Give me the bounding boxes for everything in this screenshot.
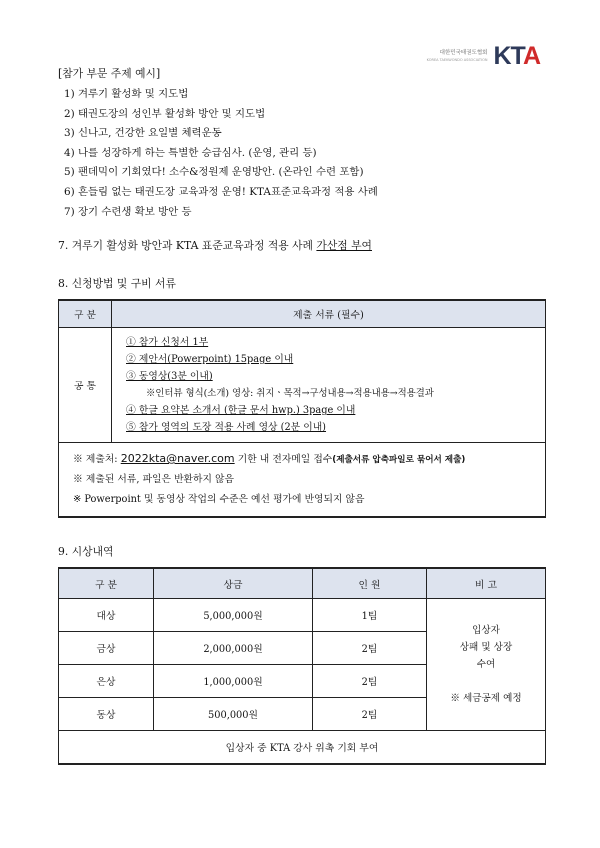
section7-heading (58, 238, 546, 253)
doc-item: ⑤ 참가 영역의 도장 적용 사례 영상 (2분 이내) (126, 422, 327, 434)
award-category: 은상 (59, 665, 154, 698)
logo-org-english: KOREA TAEKWONDO ASSOCIATION (426, 57, 488, 62)
award-category: 대상 (59, 599, 154, 632)
list-item: 5) 팬데믹이 기회였다! 소수&정원제 운영방안. (온라인 수련 포함) (64, 166, 364, 179)
awards-footer: 입상자 중 KTA 강사 위촉 기회 부여 (59, 731, 546, 765)
list-item: 4) 나를 성장하게 하는 특별한 승급심사. (운영, 관리 등) (64, 146, 317, 159)
award-prize: 1,000,000원 (154, 665, 313, 698)
note-return: ※ 제출된 서류, 파일은 반환하지 않음 (73, 474, 234, 486)
submission-notes (59, 443, 546, 518)
header-count: 인 원 (313, 568, 427, 599)
doc-item: ③ 동영상(3분 이내) (126, 371, 213, 383)
documents-table (58, 299, 546, 518)
section9-heading: 9. 시상내역 (58, 545, 114, 559)
remark-line: 입상자 (472, 625, 500, 637)
logo-mark-main: KT (493, 42, 523, 70)
header-prize: 상금 (154, 568, 313, 599)
table-footer-row (59, 731, 546, 765)
award-count: 2팀 (313, 632, 427, 665)
doc-item: ② 제안서(Powerpoint) 15page 이내 (126, 354, 294, 366)
email-link[interactable]: 2022kta@naver.com (120, 452, 235, 466)
award-category: 금상 (59, 632, 154, 665)
list-item: 7) 장기 수련생 확보 방안 등 (64, 205, 192, 218)
section8-heading: 8. 신청방법 및 구비 서류 (58, 277, 176, 291)
section7-text: 7. 겨루기 활성화 방안과 KTA 표준교육과정 적용 사례 (58, 239, 317, 253)
examples-title: [참가 부문 주제 예시] (58, 67, 161, 80)
award-prize: 2,000,000원 (154, 632, 313, 665)
doc-item: ④ 한글 요약본 소개서 (한글 문서 hwp.) 3page 이내 (126, 405, 356, 417)
award-prize: 5,000,000원 (154, 599, 313, 632)
table-row (59, 599, 546, 632)
header-remark: 비 고 (427, 568, 546, 599)
remark-tax-note: ※ 세금공제 예정 (450, 693, 522, 705)
logo-text (427, 50, 488, 64)
award-remark (427, 599, 546, 731)
list-item: 3) 신나고, 건강한 요일별 체력운동 (64, 127, 222, 140)
award-count: 2팀 (313, 665, 427, 698)
header-category: 구 분 (59, 568, 154, 599)
doc-subnote: ※인터뷰 형식(소개) 영상: 취지ㆍ목적→구성내용→적용내용→적용결과 (146, 388, 434, 400)
list-item: 1) 겨루기 활성화 및 지도법 (64, 88, 189, 100)
list-item: 6) 흔들림 없는 태권도장 교육과정 운영! KTA표준교육과정 적용 사례 (64, 185, 378, 198)
awards-table (58, 567, 546, 765)
note-bold: (제출서류 압축파일로 묶어서 제출) (332, 455, 466, 466)
row-category: 공 통 (59, 328, 112, 443)
note-quality: ※ Powerpoint 및 동영상 작업의 수준은 예선 평가에 반영되지 않음 (73, 494, 365, 506)
award-count: 2팀 (313, 698, 427, 731)
remark-line: 수여 (476, 659, 496, 671)
header-category: 구 분 (59, 300, 112, 328)
examples-list (58, 85, 546, 222)
note-submission (73, 449, 545, 470)
documents-list (112, 328, 546, 443)
list-item: 2) 태권도장의 성인부 활성화 방안 및 지도법 (64, 107, 266, 120)
award-category: 동상 (59, 698, 154, 731)
header-documents: 제출 서류 (필수) (112, 300, 546, 328)
document-body (58, 66, 546, 765)
note-prefix: ※ 제출처: (73, 454, 121, 466)
note-middle: 기한 내 전자메일 접수 (234, 454, 333, 466)
award-prize: 500,000원 (154, 698, 313, 731)
doc-item: ① 참가 신청서 1부 (126, 337, 209, 349)
section7-bonus: 가산점 부여 (316, 239, 372, 253)
logo-mark-accent: A (522, 42, 540, 70)
logo-org-name: 대한민국태권도협회 (439, 49, 488, 56)
award-count: 1팀 (313, 599, 427, 632)
remark-line: 상패 및 상장 (459, 642, 513, 654)
